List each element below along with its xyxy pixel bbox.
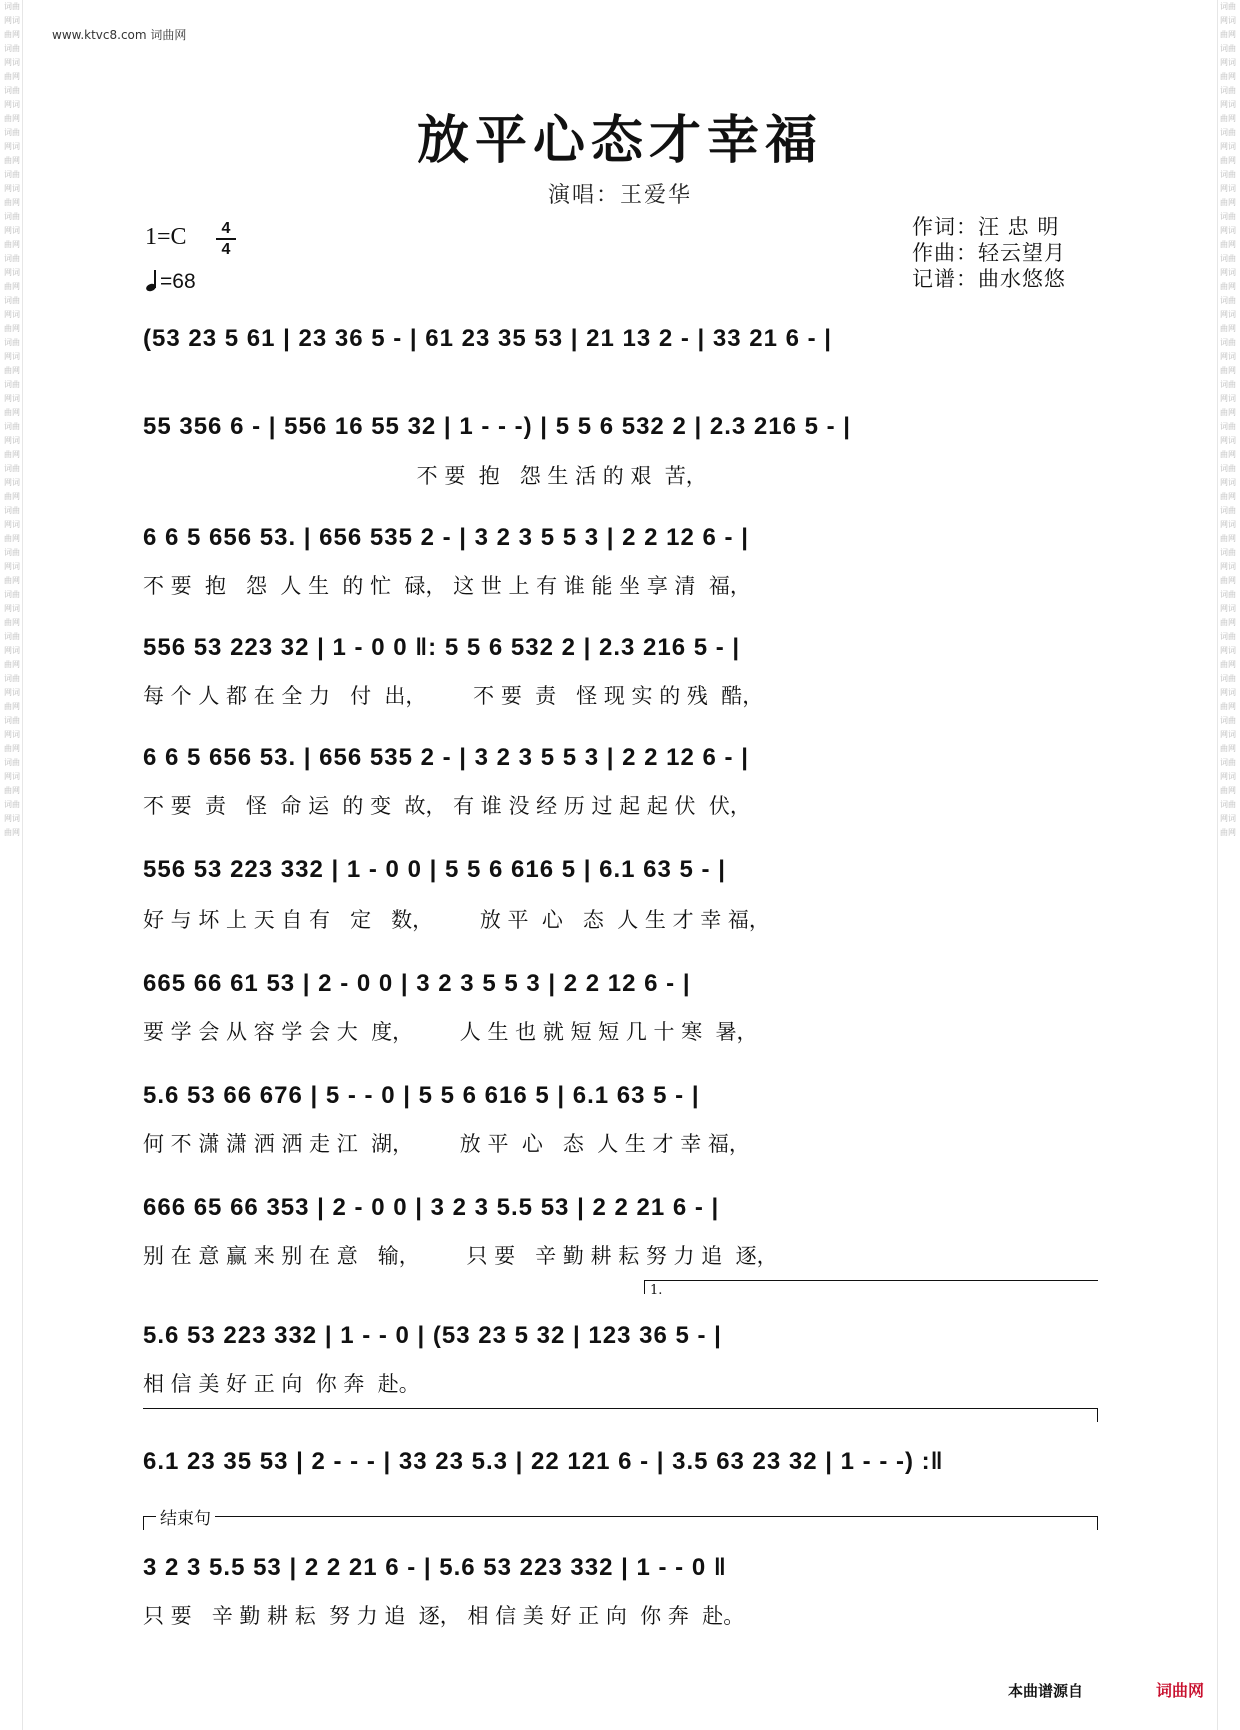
tempo-marking (145, 270, 196, 294)
lyric-line-6: 好 与 坏 上 天 自 有 定 数， 放 平 心 态 人 生 才 幸 福， (143, 908, 770, 932)
repeat-section-tick (1097, 1408, 1098, 1422)
staff-line-10: 5.6 53 223 332 | 1 - - 0 | (53 23 5 32 | 123 36 5 - | (143, 1322, 722, 1349)
staff-line-3: 6 6 5 656 53. | 656 535 2 - | 3 2 3 5 5 3 | 2 2 12 6 - | (143, 524, 749, 551)
lyric-line-7: 要 学 会 从 容 学 会 大 度， 人 生 也 就 短 短 几 十 寒 暑， (143, 1020, 758, 1044)
staff-line-11: 6.1 23 35 53 | 2 - - - | 33 23 5.3 | 22 121 6 - | 3.5 63 23 32 | 1 - - -) :‖ (143, 1448, 944, 1475)
site-url[interactable]: www.ktvc8.com 词曲网 (52, 28, 187, 42)
repeat-section-line (143, 1408, 1098, 1409)
ending-bracket-tick-right (1097, 1516, 1098, 1530)
staff-line-5: 6 6 5 656 53. | 656 535 2 - | 3 2 3 5 5 3 | 2 2 12 6 - | (143, 744, 749, 771)
lyric-line-12: 只 要 辛 勤 耕 耘 努 力 追 逐， 相 信 美 好 正 向 你 奔 赴。 (143, 1604, 745, 1628)
singer: 演唱：王爱华 (547, 183, 692, 208)
song-title: 放平心态才幸福 (416, 110, 823, 171)
transcriber-credit: 记谱：曲水悠悠 (912, 267, 1066, 291)
footer-source: 本曲谱源自 (1008, 1682, 1084, 1700)
time-signature (216, 220, 236, 258)
ending-bracket-tick (143, 1516, 144, 1530)
lyric-line-3: 不 要 抱 怨 人 生 的 忙 碌， 这 世 上 有 谁 能 坐 享 清 福， (143, 574, 751, 598)
staff-line-6: 556 53 223 332 | 1 - 0 0 | 5 5 6 616 5 | 6.1 63 5 - | (143, 856, 726, 883)
volta-label: 1. (650, 1283, 663, 1298)
staff-line-7: 665 66 61 53 | 2 - 0 0 | 3 2 3 5 5 3 | 2 2 12 6 - | (143, 970, 691, 997)
lyric-line-4: 每 个 人 都 在 全 力 付 出， 不 要 责 怪 现 实 的 残 酷， (143, 684, 764, 708)
staff-line-12: 3 2 3 5.5 53 | 2 2 21 6 - | 5.6 53 223 332 | 1 - - 0 ‖ (143, 1554, 727, 1581)
staff-line-4: 556 53 223 32 | 1 - 0 0 ‖: 5 5 6 532 2 | 2.3 216 5 - | (143, 634, 741, 661)
key-signature: 1=C (145, 224, 187, 250)
quarter-note-icon (145, 270, 157, 292)
lyric-line-10: 相 信 美 好 正 向 你 奔 赴。 (143, 1372, 420, 1396)
staff-line-9: 666 65 66 353 | 2 - 0 0 | 3 2 3 5.5 53 | 2 2 21 6 - | (143, 1194, 720, 1221)
right-margin-line (1217, 0, 1218, 1730)
time-signature-bottom: 4 (221, 241, 231, 258)
staff-line-1: (53 23 5 61 | 23 36 5 - | 61 23 35 53 | 21 13 2 - | 33 21 6 - | (143, 325, 833, 352)
staff-line-2: 55 356 6 - | 556 16 55 32 | 1 - - -) | 5 5 6 532 2 | 2.3 216 5 - | (143, 413, 851, 440)
left-margin-line (22, 0, 23, 1730)
volta-bracket-tick (644, 1280, 645, 1294)
composer-credit: 作曲：轻云望月 (912, 241, 1066, 265)
lyric-line-2: 不 要 抱 怨 生 活 的 艰 苦， (143, 464, 707, 488)
time-signature-top: 4 (221, 220, 231, 237)
volta-bracket (644, 1280, 1098, 1281)
left-watermark: 词曲网词曲网词曲网词曲网词曲网词曲网词曲网词曲网词曲网词曲网词曲网词曲网词曲网词曲网词曲网词曲网词曲网词曲网词曲网词曲网词曲网词曲网词曲网词曲网词曲网词曲网词曲网词曲网词曲网词曲网词曲网词曲网词曲网词曲网词曲网词曲网词曲网词曲网词曲网词曲网 (4, 2, 20, 837)
footer-logo[interactable]: 词曲网 (1156, 1681, 1205, 1700)
right-watermark: 词曲网词曲网词曲网词曲网词曲网词曲网词曲网词曲网词曲网词曲网词曲网词曲网词曲网词曲网词曲网词曲网词曲网词曲网词曲网词曲网词曲网词曲网词曲网词曲网词曲网词曲网词曲网词曲网词曲网词曲网词曲网词曲网词曲网词曲网词曲网词曲网词曲网词曲网词曲网词曲网 (1220, 2, 1236, 837)
tempo-value: =68 (160, 270, 196, 293)
credits (912, 214, 1066, 292)
staff-line-8: 5.6 53 66 676 | 5 - - 0 | 5 5 6 616 5 | 6.1 63 5 - | (143, 1082, 700, 1109)
lyricist-credit: 作词：汪 忠 明 (912, 215, 1060, 239)
lyric-line-5: 不 要 责 怪 命 运 的 变 故， 有 谁 没 经 历 过 起 起 伏 伏， (143, 794, 751, 818)
ending-label: 结束句 (156, 1504, 215, 1529)
lyric-line-9: 别 在 意 赢 来 别 在 意 输， 只 要 辛 勤 耕 耘 努 力 追 逐， (143, 1244, 778, 1268)
ending-bracket (143, 1516, 1098, 1517)
lyric-line-8: 何 不 潇 潇 洒 洒 走 江 湖， 放 平 心 态 人 生 才 幸 福， (143, 1132, 750, 1156)
